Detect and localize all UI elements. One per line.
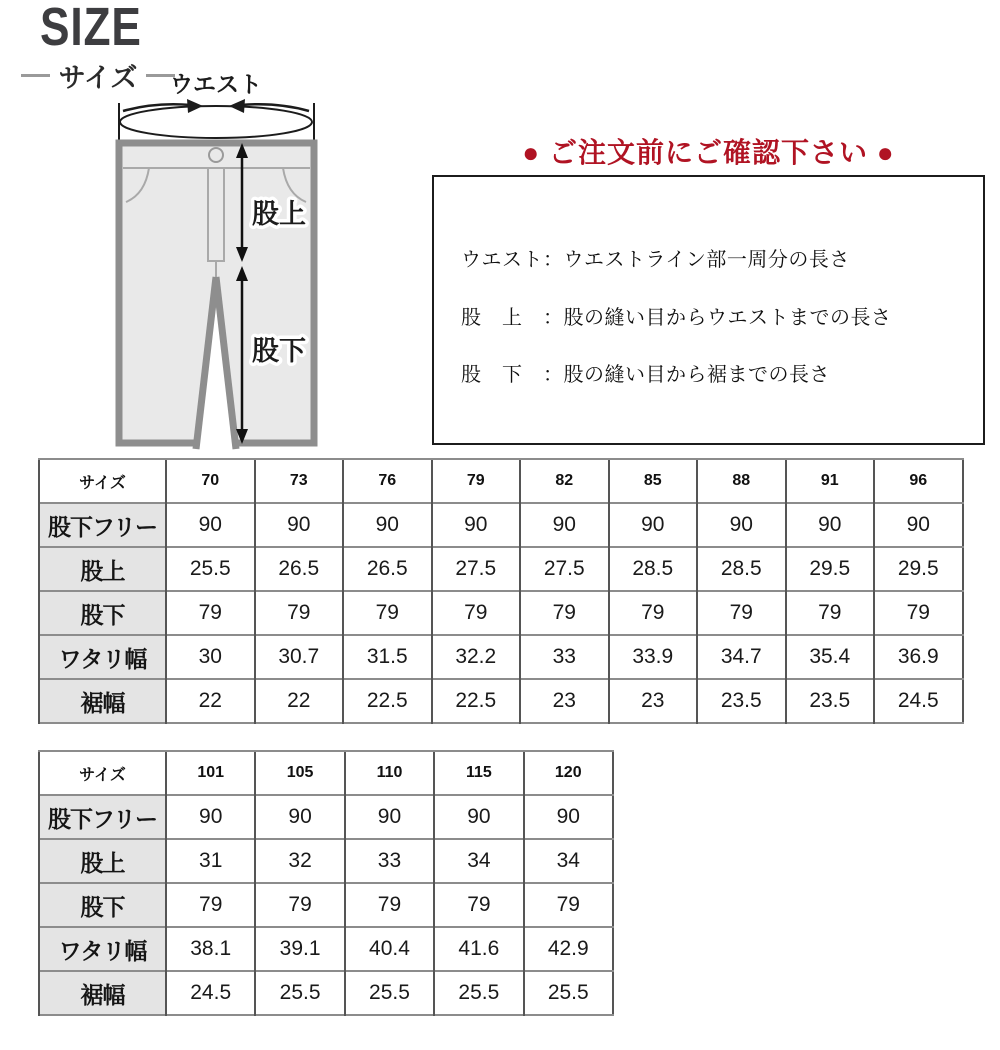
pants-measurement-diagram bbox=[95, 55, 335, 453]
size-value: 42.9 bbox=[524, 927, 613, 971]
size-value: 23 bbox=[609, 679, 698, 723]
row-label: ワタリ幅 bbox=[39, 927, 166, 971]
size-value: 90 bbox=[343, 503, 432, 547]
size-column-header: 73 bbox=[255, 459, 344, 503]
size-value: 79 bbox=[166, 591, 255, 635]
size-value: 79 bbox=[609, 591, 698, 635]
table-row bbox=[39, 927, 613, 971]
size-value: 31.5 bbox=[343, 635, 432, 679]
size-value: 25.5 bbox=[434, 971, 523, 1015]
row-label: 股下フリー bbox=[39, 503, 166, 547]
size-value: 79 bbox=[524, 883, 613, 927]
size-value: 22.5 bbox=[432, 679, 521, 723]
size-value: 35.4 bbox=[786, 635, 875, 679]
notice-heading: ● ご注文前にご確認下さい ● bbox=[522, 137, 895, 168]
size-value: 90 bbox=[520, 503, 609, 547]
size-value: 79 bbox=[520, 591, 609, 635]
size-value: 22 bbox=[166, 679, 255, 723]
size-value: 79 bbox=[434, 883, 523, 927]
row-label: 股下 bbox=[39, 883, 166, 927]
size-value: 24.5 bbox=[874, 679, 963, 723]
size-column-header: 85 bbox=[609, 459, 698, 503]
size-value: 38.1 bbox=[166, 927, 255, 971]
size-value: 90 bbox=[166, 503, 255, 547]
rise-label: 股上 bbox=[252, 199, 306, 229]
size-value: 34.7 bbox=[697, 635, 786, 679]
subtitle-left-dash bbox=[21, 74, 50, 77]
row-label: 股下 bbox=[39, 591, 166, 635]
size-value: 25.5 bbox=[166, 547, 255, 591]
table-row bbox=[39, 795, 613, 839]
size-value: 29.5 bbox=[786, 547, 875, 591]
size-value: 33.9 bbox=[609, 635, 698, 679]
size-header-label: サイズ bbox=[39, 751, 166, 795]
size-value: 36.9 bbox=[874, 635, 963, 679]
size-table-101-120 bbox=[38, 750, 614, 1016]
size-column-header: 70 bbox=[166, 459, 255, 503]
table-row bbox=[39, 635, 963, 679]
size-column-header: 79 bbox=[432, 459, 521, 503]
size-value: 27.5 bbox=[432, 547, 521, 591]
size-value: 30.7 bbox=[255, 635, 344, 679]
size-value: 26.5 bbox=[343, 547, 432, 591]
table-row bbox=[39, 591, 963, 635]
size-value: 25.5 bbox=[524, 971, 613, 1015]
size-column-header: 101 bbox=[166, 751, 255, 795]
size-column-header: 105 bbox=[255, 751, 344, 795]
size-value: 28.5 bbox=[697, 547, 786, 591]
size-value: 90 bbox=[166, 795, 255, 839]
size-value: 23 bbox=[520, 679, 609, 723]
size-value: 79 bbox=[166, 883, 255, 927]
size-value: 90 bbox=[255, 503, 344, 547]
size-value: 34 bbox=[434, 839, 523, 883]
size-value: 90 bbox=[786, 503, 875, 547]
size-value: 90 bbox=[524, 795, 613, 839]
size-value: 79 bbox=[786, 591, 875, 635]
size-value: 32 bbox=[255, 839, 344, 883]
size-value: 30 bbox=[166, 635, 255, 679]
inseam-label: 股下 bbox=[252, 336, 306, 366]
size-value: 24.5 bbox=[166, 971, 255, 1015]
size-value: 40.4 bbox=[345, 927, 434, 971]
size-column-header: 91 bbox=[786, 459, 875, 503]
table-row bbox=[39, 839, 613, 883]
notice-line-rise: 股 上 ：股の縫い目からウエストまでの長さ bbox=[461, 307, 892, 329]
size-value: 90 bbox=[345, 795, 434, 839]
row-label: ワタリ幅 bbox=[39, 635, 166, 679]
waist-arrowhead-left bbox=[187, 99, 203, 113]
size-value: 41.6 bbox=[434, 927, 523, 971]
size-value: 23.5 bbox=[786, 679, 875, 723]
size-value: 26.5 bbox=[255, 547, 344, 591]
size-value: 79 bbox=[697, 591, 786, 635]
size-column-header: 96 bbox=[874, 459, 963, 503]
size-column-header: 76 bbox=[343, 459, 432, 503]
size-table-70-96 bbox=[38, 458, 964, 724]
size-value: 90 bbox=[434, 795, 523, 839]
size-column-header: 110 bbox=[345, 751, 434, 795]
size-value: 33 bbox=[345, 839, 434, 883]
notice-box bbox=[432, 175, 985, 445]
notice-line-waist: ウエスト：ウエストライン部一周分の長さ bbox=[461, 249, 850, 271]
size-value: 90 bbox=[697, 503, 786, 547]
table-row bbox=[39, 503, 963, 547]
waist-arrowhead-right bbox=[229, 99, 245, 113]
size-value: 32.2 bbox=[432, 635, 521, 679]
size-value: 27.5 bbox=[520, 547, 609, 591]
size-value: 79 bbox=[432, 591, 521, 635]
size-column-header: 88 bbox=[697, 459, 786, 503]
size-value: 22.5 bbox=[343, 679, 432, 723]
table-row bbox=[39, 679, 963, 723]
button-icon bbox=[209, 148, 223, 162]
size-value: 39.1 bbox=[255, 927, 344, 971]
row-label: 裾幅 bbox=[39, 971, 166, 1015]
page-subtitle-label: サイズ bbox=[58, 63, 138, 93]
size-value: 29.5 bbox=[874, 547, 963, 591]
size-value: 34 bbox=[524, 839, 613, 883]
table-header-row bbox=[39, 751, 613, 795]
size-column-header: 115 bbox=[434, 751, 523, 795]
size-value: 79 bbox=[874, 591, 963, 635]
size-value: 31 bbox=[166, 839, 255, 883]
size-value: 25.5 bbox=[255, 971, 344, 1015]
size-value: 90 bbox=[255, 795, 344, 839]
size-value: 22 bbox=[255, 679, 344, 723]
page-title: SIZE bbox=[40, 0, 142, 57]
table-header-row bbox=[39, 459, 963, 503]
size-value: 79 bbox=[345, 883, 434, 927]
size-value: 90 bbox=[609, 503, 698, 547]
size-value: 79 bbox=[343, 591, 432, 635]
size-value: 28.5 bbox=[609, 547, 698, 591]
size-value: 90 bbox=[874, 503, 963, 547]
size-value: 79 bbox=[255, 591, 344, 635]
size-header-label: サイズ bbox=[39, 459, 166, 503]
row-label: 裾幅 bbox=[39, 679, 166, 723]
table-row bbox=[39, 971, 613, 1015]
table-row bbox=[39, 883, 613, 927]
size-value: 90 bbox=[432, 503, 521, 547]
size-value: 23.5 bbox=[697, 679, 786, 723]
size-column-header: 82 bbox=[520, 459, 609, 503]
size-column-header: 120 bbox=[524, 751, 613, 795]
row-label: 股上 bbox=[39, 547, 166, 591]
size-value: 33 bbox=[520, 635, 609, 679]
notice-line-inseam: 股 下 ：股の縫い目から裾までの長さ bbox=[461, 364, 830, 386]
table-row bbox=[39, 547, 963, 591]
size-value: 25.5 bbox=[345, 971, 434, 1015]
waist-label: ウエスト bbox=[170, 71, 262, 97]
row-label: 股下フリー bbox=[39, 795, 166, 839]
row-label: 股上 bbox=[39, 839, 166, 883]
fly-placket bbox=[208, 168, 224, 261]
size-value: 79 bbox=[255, 883, 344, 927]
waist-ellipse bbox=[120, 106, 312, 138]
